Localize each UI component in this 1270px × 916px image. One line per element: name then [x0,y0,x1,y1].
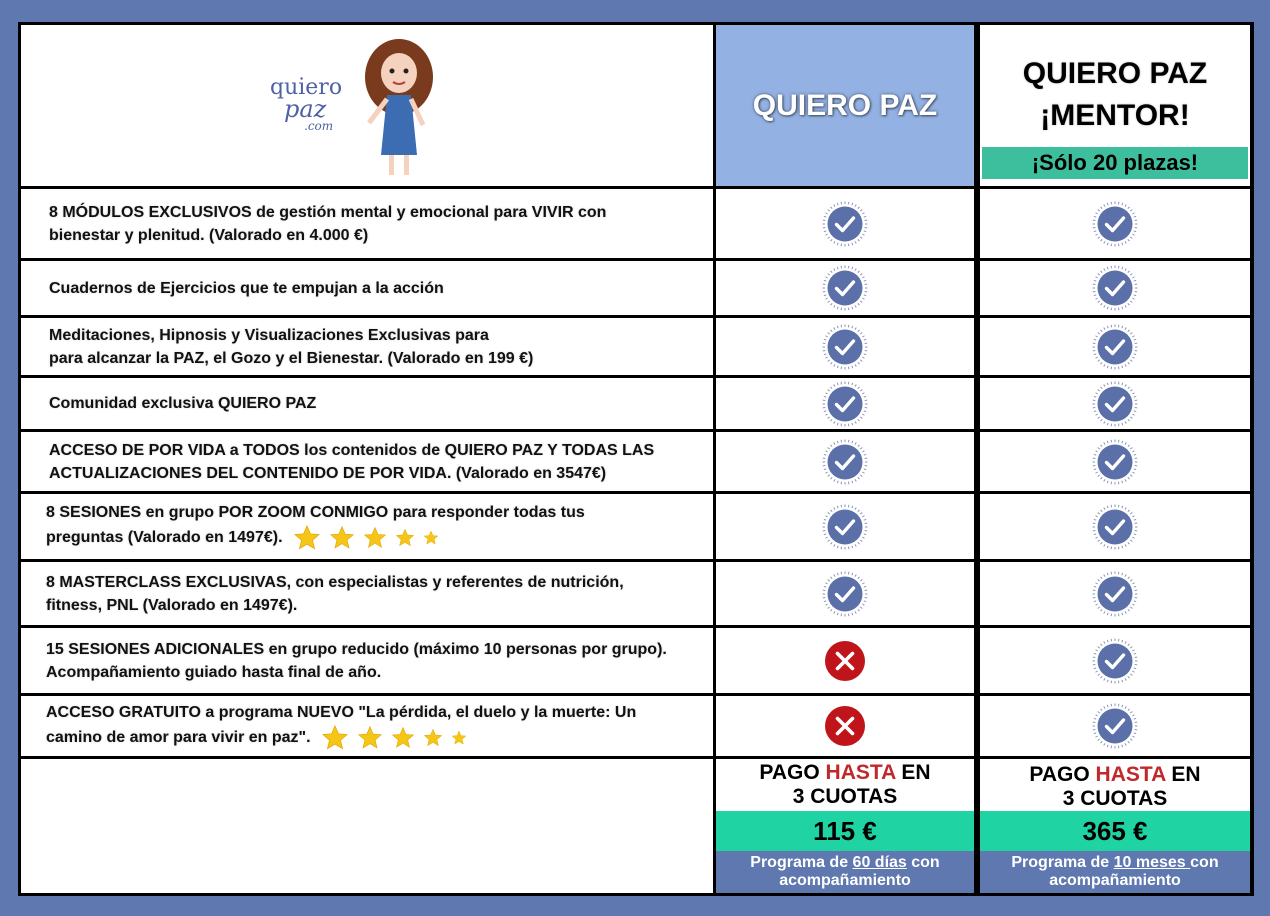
check-badge-icon [822,571,868,617]
check-badge-icon [1092,324,1138,370]
feature-cell [21,628,713,693]
plan2-title-line2: ¡MENTOR! [1040,99,1190,132]
logo-line1: quiero [270,75,343,100]
feature-text: bienestar y plenitud. (Valorado en 4.000 €) [49,226,369,244]
check-badge-icon [822,324,868,370]
feature-text: Comunidad exclusiva QUIERO PAZ [49,395,317,412]
plan2-title-line1: QUIERO PAZ [1022,57,1208,90]
plan1-payment-terms [716,761,974,809]
star-icon [357,725,383,751]
feature-text: ACCESO GRATUITO a programa NUEVO "La pérdida, el duelo y la muerte: Un [46,703,637,721]
plan1-feature-status [716,378,974,429]
plan2-badge: ¡Sólo 20 plazas! [982,147,1248,179]
star-icon [423,728,443,748]
feature-text: Cuadernos de Ejercicios que te empujan a la acción [49,279,444,297]
star-icon [329,525,355,551]
check-badge-icon [822,439,868,485]
note-duration: 60 días [852,854,907,871]
check-badge-icon [822,504,868,550]
plan2-payment-terms [980,763,1250,811]
logo-line3: .com [304,119,334,133]
check-badge-icon [1092,638,1138,684]
feature-text: 8 MÓDULOS EXCLUSIVOS de gestión mental y emocional para VIVIR con [49,203,607,221]
plan1-feature-status [716,696,974,756]
check-badge-icon [822,265,868,311]
plan2-feature-status [980,189,1250,258]
plan2-feature-status [980,562,1250,625]
plan2-duration-note [980,851,1250,893]
note-text: Programa de [750,854,853,871]
payment-installments: 3 CUOTAS [1062,787,1168,810]
feature-text: 15 SESIONES ADICIONALES en grupo reducido (máximo 10 personas por grupo). [46,640,667,658]
plan2-feature-status [980,432,1250,491]
feature-text: ACCESO DE POR VIDA a TODOS los contenidos de QUIERO PAZ Y TODAS LAS [49,441,655,459]
note-text: acompañamiento [779,872,911,889]
plan1-feature-status [716,261,974,315]
feature-cell [21,189,713,258]
check-badge-icon [1092,571,1138,617]
note-duration: 10 meses [1113,854,1191,871]
cross-circle-icon [824,640,866,682]
star-icon [451,730,467,746]
cross-circle-icon [824,705,866,747]
star-icon [391,726,415,750]
plan2-pricing [980,759,1250,893]
feature-cell [21,696,713,756]
payment-text: PAGO [759,761,826,784]
brand-logo [266,71,366,141]
rating-stars [321,724,467,752]
check-badge-icon [1092,265,1138,311]
plan2-feature-status [980,318,1250,375]
feature-text: preguntas (Valorado en 1497€). [46,524,705,552]
cartoon-woman-illustration [359,35,439,185]
plan2-header [980,25,1250,186]
star-icon [363,526,387,550]
note-text: Programa de [1011,854,1114,871]
feature-text: para alcanzar la PAZ, el Gozo y el Bienestar. (Valorado en 199 €) [49,349,534,367]
star-icon [395,528,415,548]
check-badge-icon [1092,703,1138,749]
plan2-feature-status [980,261,1250,315]
payment-text: EN [895,761,931,784]
plan1-feature-status [716,494,974,559]
plan1-feature-status [716,562,974,625]
note-text: acompañamiento [1049,872,1181,889]
check-badge-icon [1092,504,1138,550]
plan2-price: 365 € [980,811,1250,851]
check-badge-icon [1092,201,1138,247]
check-badge-icon [1092,381,1138,427]
plan1-feature-status [716,318,974,375]
plan2-feature-status [980,494,1250,559]
check-badge-icon [822,201,868,247]
feature-cell [21,494,713,559]
feature-text: camino de amor para vivir en paz". [46,724,705,752]
plan1-feature-status [716,628,974,693]
feature-text: ACTUALIZACIONES DEL CONTENIDO DE POR VIDA. (Valorado en 3547€) [49,464,607,482]
star-icon [423,530,439,546]
plan2-feature-status [980,378,1250,429]
plan2-title [980,53,1250,137]
plan1-pricing [716,759,974,893]
logo-line2: paz [284,95,327,123]
feature-cell [21,318,713,375]
check-badge-icon [1092,439,1138,485]
feature-text: 8 MASTERCLASS EXCLUSIVAS, con especialistas y referentes de nutrición, [46,573,624,591]
plan1-header [716,25,974,186]
star-icon [321,724,349,752]
feature-cell [21,261,713,315]
plan2-feature-status [980,628,1250,693]
payment-highlight: HASTA [1095,763,1166,786]
feature-cell [21,432,713,491]
feature-text: Acompañamiento guiado hasta final de año. [46,663,382,681]
note-text: con [906,854,940,871]
feature-text: 8 SESIONES en grupo POR ZOOM CONMIGO para responder todas tus [46,504,585,521]
plan1-feature-status [716,189,974,258]
payment-installments: 3 CUOTAS [792,785,898,808]
logo-cell [21,25,713,186]
feature-cell [21,378,713,429]
plan1-feature-status [716,432,974,491]
plan1-price: 115 € [716,811,974,851]
plan1-title: QUIERO PAZ [752,88,938,122]
feature-cell [21,562,713,625]
check-badge-icon [822,381,868,427]
pricing-empty-cell [21,759,713,893]
feature-text: Meditaciones, Hipnosis y Visualizaciones Exclusivas para [49,326,489,344]
payment-text: PAGO [1029,763,1096,786]
rating-stars [293,524,439,552]
feature-text: fitness, PNL (Valorado en 1497€). [46,596,298,614]
plan2-feature-status [980,696,1250,756]
note-text: con [1190,854,1219,871]
plan1-duration-note [716,851,974,893]
star-icon [293,524,321,552]
comparison-table [18,22,1254,896]
payment-highlight: HASTA [825,761,896,784]
payment-text: EN [1165,763,1201,786]
